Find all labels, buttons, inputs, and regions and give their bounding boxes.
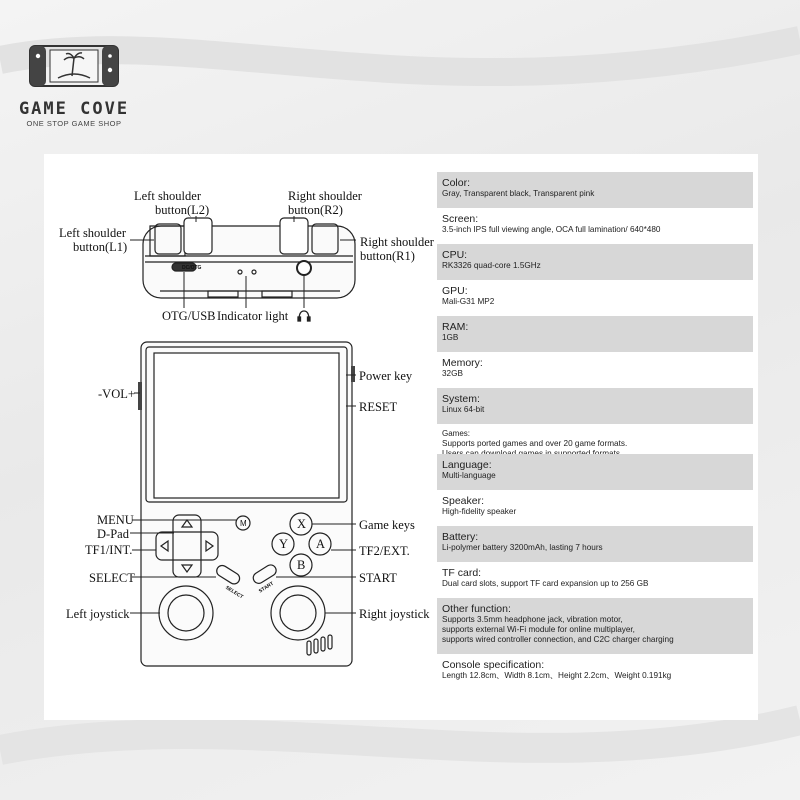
spec-row bbox=[437, 244, 753, 280]
spec-label: Color: bbox=[442, 177, 471, 189]
label-r2-line1: Right shoulder bbox=[288, 189, 362, 203]
spec-row bbox=[437, 454, 753, 490]
label-select: SELECT bbox=[89, 571, 135, 585]
label-r2-line2: button(R2) bbox=[288, 203, 343, 217]
spec-value: Linux 64-bit bbox=[442, 405, 485, 414]
spec-value: 1GB bbox=[442, 333, 459, 342]
spec-value: Li-polymer battery 3200mAh, lasting 7 hours bbox=[442, 543, 603, 552]
spec-list bbox=[437, 172, 753, 690]
spec-label: RAM: bbox=[442, 321, 469, 333]
face-a-text: A bbox=[316, 537, 326, 551]
label-r1-line1: Right shoulder bbox=[360, 235, 434, 249]
spec-label: Console specification: bbox=[442, 659, 545, 671]
spec-value: supports wired controller connection, and C2C charger charging bbox=[442, 635, 674, 644]
face-x-text: X bbox=[297, 517, 307, 531]
spec-value: Dual card slots, support TF card expansion up to 256 GB bbox=[442, 579, 649, 588]
label-reset: RESET bbox=[359, 400, 398, 414]
label-otg-usb: OTG/USB bbox=[162, 309, 216, 323]
face-y-text: Y bbox=[279, 537, 289, 551]
spec-label: TF card: bbox=[442, 567, 482, 579]
label-tf2: TF2/EXT. bbox=[359, 544, 410, 558]
brand-name: GAME COVE bbox=[18, 99, 130, 119]
label-dpad: D-Pad bbox=[97, 527, 129, 541]
label-vol: -VOL+ bbox=[98, 387, 135, 401]
headphone-icon bbox=[298, 311, 310, 321]
spec-row bbox=[437, 526, 753, 562]
spec-label: Other function: bbox=[442, 603, 511, 615]
label-tf1: TF1/INT. bbox=[85, 543, 133, 557]
label-l1-line2: button(L1) bbox=[73, 240, 128, 254]
top-view bbox=[143, 218, 355, 298]
spec-label: GPU: bbox=[442, 285, 468, 297]
spec-row bbox=[437, 208, 753, 244]
spec-row bbox=[437, 388, 753, 424]
label-right-joystick: Right joystick bbox=[359, 607, 430, 621]
spec-value: Supports 3.5mm headphone jack, vibration motor, bbox=[442, 615, 623, 624]
spec-row bbox=[437, 172, 753, 208]
label-indicator-light: Indicator light bbox=[217, 309, 289, 323]
spec-value: Mali-G31 MP2 bbox=[442, 297, 495, 306]
spec-label: Memory: bbox=[442, 357, 483, 369]
spec-row bbox=[437, 352, 753, 388]
spec-label: Speaker: bbox=[442, 495, 485, 507]
spec-label: Games: bbox=[442, 429, 471, 438]
label-l2-line2: button(L2) bbox=[155, 203, 210, 217]
spec-label: Battery: bbox=[442, 531, 479, 543]
spec-value: Gray, Transparent black, Transparent pink bbox=[442, 189, 595, 198]
start-button-text: START bbox=[257, 580, 275, 595]
brand-tagline: ONE STOP GAME SHOP bbox=[26, 119, 122, 128]
spec-row bbox=[437, 316, 753, 352]
spec-row bbox=[437, 490, 753, 526]
label-game-keys: Game keys bbox=[359, 518, 415, 532]
spec-value: 3.5-inch IPS full viewing angle, OCA full lamination/ 640*480 bbox=[442, 225, 661, 234]
spec-label: System: bbox=[442, 393, 480, 405]
spec-value: High-fidelity speaker bbox=[442, 507, 517, 516]
spec-value: 32GB bbox=[442, 369, 463, 378]
label-menu: MENU bbox=[97, 513, 134, 527]
spec-value: Length 12.8cm、Width 8.1cm、Height 2.2cm、Weight 0.191kg bbox=[442, 671, 672, 680]
spec-label: CPU: bbox=[442, 249, 468, 261]
spec-value: RK3326 quad-core 1.5GHz bbox=[442, 261, 541, 270]
spec-row bbox=[437, 280, 753, 316]
face-b-text: B bbox=[297, 558, 306, 572]
spec-label: Screen: bbox=[442, 213, 479, 225]
spec-value: Supports ported games and over 20 game formats. bbox=[442, 439, 628, 448]
spec-row bbox=[437, 424, 753, 454]
label-l2-line1: Left shoulder bbox=[134, 189, 201, 203]
port-text: DC/OTG bbox=[182, 265, 202, 271]
label-power-key: Power key bbox=[359, 369, 413, 383]
label-left-joystick: Left joystick bbox=[66, 607, 130, 621]
select-button-text: SELECT bbox=[224, 584, 245, 601]
spec-row bbox=[437, 562, 753, 598]
spec-value: supports external Wi-Fi module for online multiplayer, bbox=[442, 625, 635, 634]
label-l1-line1: Left shoulder bbox=[59, 226, 126, 240]
spec-row bbox=[437, 598, 753, 654]
menu-button-text: M bbox=[240, 519, 247, 528]
spec-label: Language: bbox=[442, 459, 492, 471]
label-r1-line2: button(R1) bbox=[360, 249, 415, 263]
spec-row bbox=[437, 654, 753, 690]
front-view bbox=[138, 342, 355, 666]
label-start: START bbox=[359, 571, 397, 585]
spec-value: Multi-language bbox=[442, 471, 496, 480]
